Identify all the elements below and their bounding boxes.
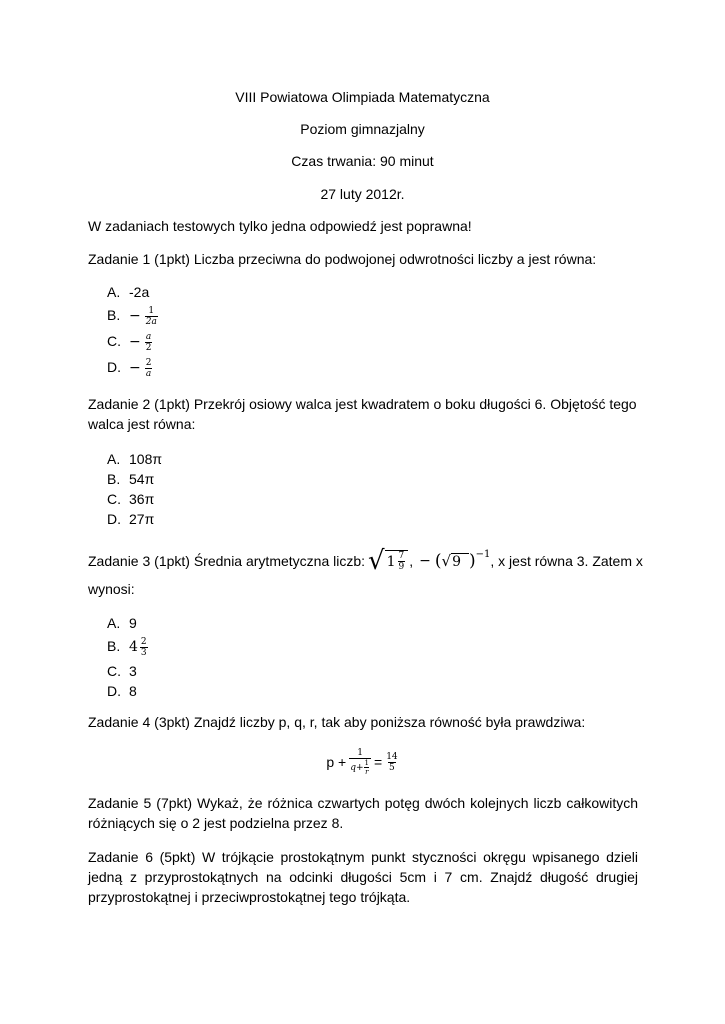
task3-option-d	[107, 680, 137, 702]
radicand	[385, 550, 409, 572]
option-value: 36π	[129, 491, 155, 507]
task2-option-a	[107, 448, 162, 470]
task3-prefix: Zadanie 3 (1pkt) Średnia arytmetyczna liczb:	[88, 553, 366, 569]
equation-q: q+	[350, 762, 364, 773]
task2-option-b	[107, 468, 154, 490]
task1-option-d	[107, 356, 152, 378]
intro-note: W zadaniach testowych tylko jedna odpowiedź jest poprawna!	[88, 218, 472, 234]
task1-option-a	[107, 281, 149, 303]
exponent: −1	[475, 548, 491, 560]
fraction-numerator: a	[145, 331, 152, 342]
task3-text-line2: wynosi:	[88, 581, 135, 597]
task2-option-d	[107, 508, 154, 530]
inner-denominator: r	[365, 768, 369, 776]
fraction-denominator: 9	[398, 562, 405, 572]
task2-text-line2: walca jest równa:	[88, 416, 196, 432]
task3-suffix: , x jest równa 3. Zatem x	[490, 553, 643, 569]
option-value: 54π	[129, 471, 155, 487]
continued-fraction	[349, 748, 371, 776]
task1-option-c	[107, 330, 152, 352]
fraction-numerator: 1	[357, 748, 363, 758]
fraction	[140, 637, 148, 658]
fraction-denominator: 3	[140, 647, 147, 658]
duration-label: Czas trwania: 90 minut	[291, 153, 434, 169]
task1-text: Zadanie 1 (1pkt) Liczba przeciwna do podwojonej odwrotności liczby a jest równa:	[88, 251, 597, 267]
task4-equation	[0, 745, 725, 779]
minus-sign: −	[129, 334, 141, 350]
option-label: B.	[107, 638, 121, 654]
open-paren: (	[434, 551, 442, 571]
fraction-denominator: 5	[389, 762, 395, 773]
task4-text: Zadanie 4 (3pkt) Znajdź liczby p, q, r, tak aby poniższa równość była prawdziwa:	[88, 714, 586, 730]
date-label: 27 luty 2012r.	[320, 186, 405, 202]
comma: ,	[409, 553, 414, 569]
option-label: B.	[107, 471, 121, 487]
option-label: A.	[107, 451, 121, 467]
task3-option-b	[107, 635, 148, 657]
option-value: 9	[129, 615, 137, 631]
option-label: D.	[107, 511, 121, 527]
task5-text: Zadanie 5 (7pkt) Wykaż, że różnica czwartych potęg dwóch kolejnych liczb całkowitych różniących się o 2 jest podzielna przez 8.	[88, 795, 638, 831]
option-label: A.	[107, 284, 121, 300]
fraction	[145, 306, 158, 327]
inner-numerator: 1	[364, 759, 369, 767]
option-value: 27π	[129, 511, 155, 527]
root-sign: √	[441, 552, 452, 570]
fraction-numerator: 2	[140, 636, 147, 647]
option-value: -2a	[129, 284, 150, 300]
fraction-denominator: 2	[145, 342, 152, 353]
fraction-numerator: 7	[398, 551, 405, 561]
option-value: 3	[129, 663, 137, 679]
option-value: 8	[129, 683, 137, 699]
option-label: D.	[107, 359, 121, 375]
mixed-whole: 1	[386, 553, 396, 570]
fraction-denominator	[349, 758, 371, 776]
equation-p: p +	[326, 754, 347, 770]
option-label: B.	[107, 307, 121, 323]
fraction-denominator: a	[145, 368, 152, 379]
task3-text-line1	[88, 546, 643, 576]
mixed-whole: 4	[129, 639, 138, 655]
option-value: 108π	[129, 451, 163, 467]
fraction	[398, 551, 406, 572]
option-label: C.	[107, 491, 121, 507]
level-label: Poziom gimnazjalny	[300, 121, 425, 137]
fraction-numerator: 2	[145, 357, 152, 368]
inner-fraction	[364, 759, 370, 776]
task1-option-b	[107, 304, 158, 326]
fraction-numerator: 1	[148, 305, 155, 316]
fraction	[145, 332, 153, 353]
close-paren: )	[469, 551, 476, 571]
minus-sign: −	[129, 308, 141, 324]
square-root-expression	[368, 548, 408, 574]
radical-sign: √	[368, 546, 385, 576]
minus-sign: −	[419, 553, 431, 569]
option-label: C.	[107, 663, 121, 679]
task2-option-c	[107, 488, 154, 510]
task3-option-c	[107, 660, 137, 682]
root-value: 9	[451, 553, 469, 570]
option-label: C.	[107, 333, 121, 349]
fraction	[145, 358, 153, 379]
task3-option-a	[107, 612, 137, 634]
fraction-denominator: 2a	[145, 316, 157, 327]
rhs-fraction	[385, 752, 398, 773]
task2-text-line1: Zadanie 2 (1pkt) Przekrój osiowy walca jest kwadratem o boku długości 6. Objętość tego	[88, 396, 637, 412]
minus-sign: −	[129, 360, 141, 376]
fraction-numerator: 14	[386, 751, 398, 762]
option-label: D.	[107, 683, 121, 699]
document-title: VIII Powiatowa Olimpiada Matematyczna	[235, 89, 490, 105]
equals-sign: =	[374, 754, 383, 770]
task6-text: Zadanie 6 (5pkt) W trójkącie prostokątnym punkt styczności okręgu wpisanego dzieli jedną z przyprostokątnych na odcinki długości 5cm i 7 cm. Znajdź długość drugiej przyprostokątnej i przeciwprostokątnej tego trójkąta.	[88, 849, 638, 905]
option-label: A.	[107, 615, 121, 631]
